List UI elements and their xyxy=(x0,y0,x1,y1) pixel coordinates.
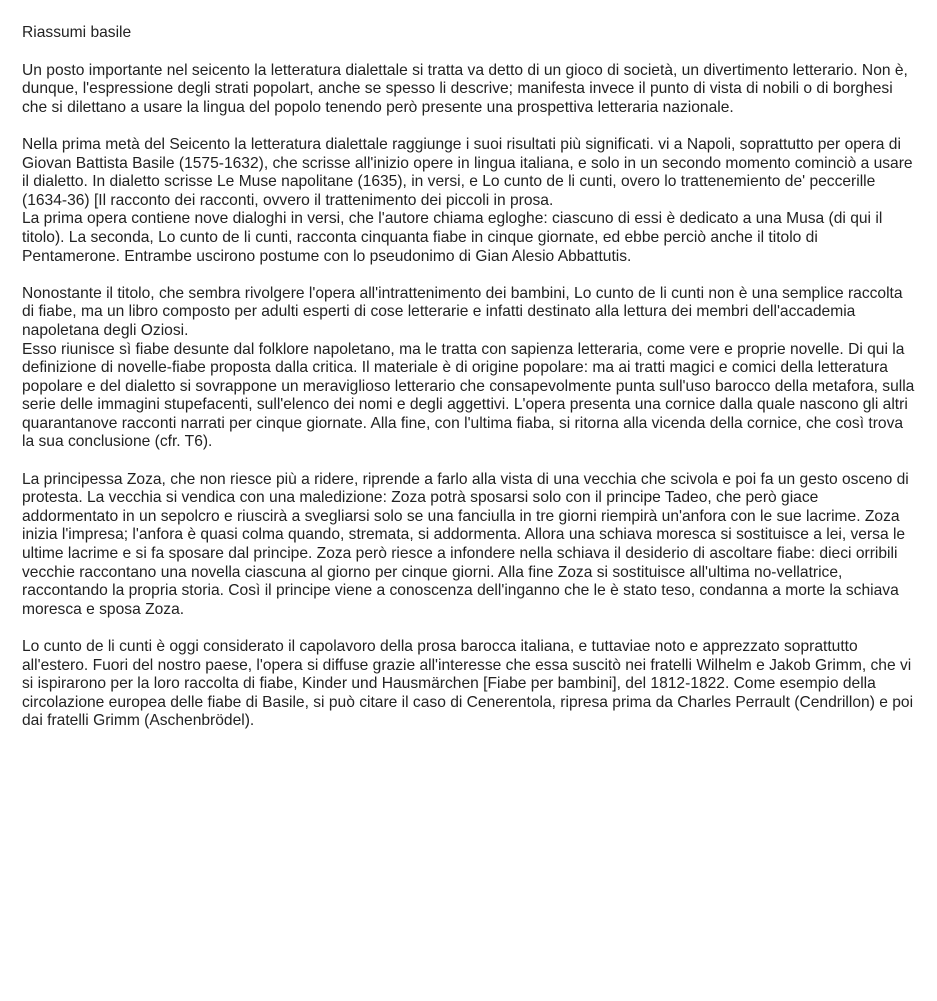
paragraph-intro: Un posto importante nel seicento la letteratura dialettale si tratta va detto di un gioco di società, un divertimento letterario. Non è, dunque, l'espressione degli strati popolart, anche se spesso li descrive; manifesta invece il punto di vista di nobili o di borghesi che si dilettano a usare la lingua del popolo tenendo però presente una prospettiva letteraria nazionale. xyxy=(22,61,908,116)
document-title: Riassumi basile xyxy=(22,24,132,41)
paragraph-muse-pentamerone: La prima opera contiene nove dialoghi in versi, che l'autore chiama egloghe: ciascuno di essi è dedicato a una Musa (di qui il titolo). La seconda, Lo cunto de li cunti, racconta cinquanta fiabe in cinque giornate, ed ebbe perciò anche il titolo di Pentamerone. Entrambe uscirono postume con lo pseudonimo di Gian Alesio Abbattutis. xyxy=(22,210,883,265)
paragraph-novelle-fiabe: Esso riunisce sì fiabe desunte dal folklore napoletano, ma le tratta con sapienza letteraria, come vere e proprie novelle. Di qui la definizione di novelle-fiabe proposta dalla critica. Il materiale è di origine popolare: ma ai tratti magici e comici della letteratura popolare e del dialetto si sovrappone un meraviglioso letterario che consapevolmente punta sull'uso barocco della metafora, sulla serie delle immagini stupefacenti, sull'elenco dei nomi e degli aggettivi. L'opera presenta una cornice dalla quale nascono gli altri quarantanove racconti narrati per cinque giornate. Alla fine, con l'ultima fiaba, si ritorna alla vicenda della cornice, che così trova la sua conclusione (cfr. T6). xyxy=(22,340,915,451)
paragraph-basile-works: Nella prima metà del Seicento la letteratura dialettale raggiunge i suoi risultati più significati. vi a Napoli, soprattutto per opera di Giovan Battista Basile (1575-1632), che scrisse all'inizio opere in lingua italiana, e solo in un secondo momento cominciò a usare il dialetto. In dialetto scrisse Le Muse napolitane (1635), in versi, e Lo cunto de li cunti, overo lo trattenemiento de' peccerille (1634-36) [Il racconto dei racconti, ovvero il trattenimento dei piccoli in prosa. xyxy=(22,135,913,209)
paragraph-zoza-story: La principessa Zoza, che non riesce più a ridere, riprende a farlo alla vista di una vecchia che scivola e poi fa un gesto osceno di protesta. La vecchia si vendica con una maledizione: Zoza potrà sposarsi solo con il principe Tadeo, che però giace addormentato in un sepolcro e riuscirà a svegliarsi solo se una fanciulla in tre giorni riempirà un'anfora con le sue lacrime. Zoza inizia l'impresa; l'anfora è quasi colma quando, stremata, si addormenta. Allora una schiava moresca si sostituisce a lei, versa le ultime lacrime e si fa sposare dal principe. Zoza però riesce a infondere nella schiava il desiderio di ascoltare fiabe: dieci orribili vecchie raccontano una novella ciascuna al giorno per cinque giorni. Alla fine Zoza si sostituisce all'ultima no-vellatrice, raccontando la propria storia. Così il principe viene a conoscenza dell'inganno che le è stato teso, condanna a morte la schiava moresca e sposa Zoza. xyxy=(22,470,909,618)
paragraph-legacy: Lo cunto de li cunti è oggi considerato il capolavoro della prosa barocca italiana, e tuttaviae noto e apprezzato soprattutto all'estero. Fuori del nostro paese, l'opera si diffuse grazie all'interesse che essa suscitò nei fratelli Wilhelm e Jakob Grimm, che vi si ispirarono per la loro raccolta di fiabe, Kinder und Hausmärchen [Fiabe per bambini], del 1812-1822. Come esempio della circolazione europea delle fiabe di Basile, si può citare il caso di Cenerentola, ripresa prima da Charles Perrault (Cendrillon) e poi dai fratelli Grimm (Aschenbrödel). xyxy=(22,638,914,730)
paragraph-audience: Nonostante il titolo, che sembra rivolgere l'opera all'intrattenimento dei bambini, Lo cunto de li cunti non è una semplice raccolta di fiabe, ma un libro composto per adulti esperti di cose letterarie e infatti destinato alla lettura dei membri dell'accademia napoletana degli Oziosi. xyxy=(22,284,903,339)
